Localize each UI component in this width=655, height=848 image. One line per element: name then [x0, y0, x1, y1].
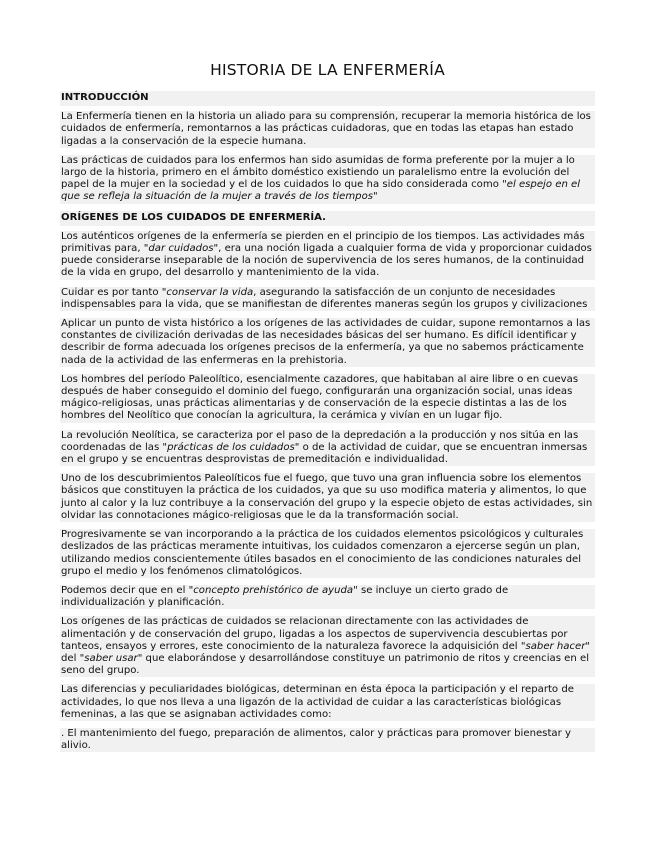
paragraph-4-text-b: , asegurando la satisfacción de un conjunto de necesidades indispensables para la vida, que se manifiestan de diferentes maneras según los grupos y civilizaciones: [61, 286, 588, 310]
paragraph-5: [60, 318, 595, 367]
paragraph-6-text: Los hombres del período Paleolítico, esencialmente cazadores, que habitaban al aire libre o en cuevas después de haber conseguido el dominio del fuego, configurarán una organización social, unas ideas mágico-religiosas, unas prácticas alimentarias y de conservación de la especie distintas a las de los hombres del Neolítico que conocían la agricultura, la cerámica y vivían en un lugar fijo.: [61, 373, 579, 422]
paragraph-2: [60, 155, 595, 204]
paragraph-1: [60, 111, 595, 148]
paragraph-3-text-b: ", era una noción ligada a cualquier forma de vida y proporcionar cuidados puede considerarse inseparable de la noción de supervivencia de los seres humanos, de la continuidad de la vida en grupo, del desarrollo y mantenimiento de la vida.: [61, 243, 592, 279]
paragraph-3: [60, 231, 595, 280]
paragraph-13-text: . El mantenimiento del fuego, preparación de alimentos, calor y prácticas para promover bienestar y alivio.: [61, 727, 571, 752]
document-title: HISTORIA DE LA ENFERMERÍA: [210, 61, 445, 79]
paragraph-8: [60, 473, 595, 522]
paragraph-6: [60, 374, 595, 423]
paragraph-11-quote-1: saber hacer: [525, 640, 586, 652]
section-heading-introduccion: INTRODUCCIÓN: [60, 91, 595, 106]
paragraph-9-text: Progresivamente se van incorporando a la práctica de los cuidados elementos psicológicos y culturales deslizados de las prácticas meramente intuitivas, los cuidados comenzaron a ejercerse según un plan, utilizando medios conscientemente útiles basados en el conocimiento de las condiciones naturales del grupo el medio y los fenómenos climatológicos.: [61, 529, 584, 577]
paragraph-12-text: Las diferencias y peculiaridades biológicas, determinan en ésta época la participación y el reparto de actividades, lo que nos lleva a una ligazón de la actividad de cuidar a las características biológicas femeninas, a las que se asignaban actividades como:: [61, 684, 574, 720]
paragraph-10: [60, 585, 595, 609]
paragraph-11: [60, 616, 595, 677]
paragraph-7-quote: prácticas de los cuidados: [167, 441, 295, 453]
paragraph-11-text-a: Los orígenes de las prácticas de cuidados se relacionan directamente con las actividades de alimentación y de conservación del grupo, ligadas a los aspectos de supervivencia descubiertas por tanteos, ensayos y errores, este conocimiento de la naturaleza favorece la adquisición del ": [61, 616, 568, 652]
paragraph-10-text-a: Podemos decir que en el ": [61, 584, 194, 596]
paragraph-10-quote: concepto prehistórico de ayuda: [193, 584, 354, 596]
paragraph-11-text-b: " que elaborándose y desarrollándose constituye un patrimonio de ritos y creencias en el seno del grupo.: [61, 652, 590, 677]
paragraph-3-text: [61, 231, 594, 280]
paragraph-3-text-a: Los auténticos orígenes de la enfermería se pierden en el principio de los tiempos. Las actividades más primitivas para, ": [61, 230, 585, 255]
paragraph-10-text-b: " se incluye un cierto grado de individualización y planificación.: [61, 584, 509, 609]
paragraph-4-text-a: Cuidar es por tanto ": [61, 286, 167, 298]
paragraph-7-text: [61, 430, 594, 467]
paragraph-7-text-a: La revolución Neolítica, se caracteriza por el paso de la depredación a la producción y nos sitúa en las coordenadas de las ": [61, 429, 579, 453]
paragraph-11-text-mid: " del ": [61, 640, 591, 664]
paragraph-7: [60, 430, 595, 467]
paragraph-2-text: [61, 155, 594, 204]
paragraph-4-quote: conservar la vida: [166, 286, 254, 298]
paragraph-13: [60, 728, 595, 752]
paragraph-9: [60, 529, 595, 578]
paragraph-4-text: [61, 287, 594, 311]
paragraph-4: [60, 287, 595, 311]
paragraph-2-quote: el espejo en el que se refleja la situación de la mujer a través de los tiempos: [61, 179, 581, 203]
paragraph-8-text: Uno de los descubrimientos Paleolíticos fue el fuego, que tuvo una gran influencia sobre los elementos básicos que constituyen la práctica de los cuidados, ya que su uso modifica materia y alimentos, lo que junto al calor y la luz contribuye a la conservación del grupo y la especie objeto de estas actividades, sin olvidar las connotaciones mágico-religiosas que le da la transformación social.: [61, 473, 593, 521]
paragraph-2-text-a: Las prácticas de cuidados para los enfermos han sido asumidas de forma preferente por la mujer a lo largo de la historia, primero en el ámbito doméstico existiendo un paralelismo entre la evolución del papel de la mujer en la sociedad y el de los cuidados lo que ha sido considerada como ": [61, 154, 575, 191]
paragraph-12: [60, 684, 595, 721]
section-heading-origenes: ORÍGENES DE LOS CUIDADOS DE ENFERMERÍA.: [60, 211, 595, 226]
paragraph-11-text: [61, 616, 594, 677]
paragraph-2-text-b: ": [373, 191, 378, 203]
paragraph-3-quote: dar cuidados: [148, 243, 214, 255]
document-body: [60, 91, 595, 759]
paragraph-5-text: Aplicar un punto de vista histórico a los orígenes de las actividades de cuidar, supone remontarnos a las constantes de civilización derivadas de las necesidades básicas del ser humano. Es difícil identificar y describir de forma adecuada los orígenes precisos de la enfermería, ya que no sabemos prácticamente nada de la actividad de las enfermeras en la prehistoria.: [61, 318, 591, 366]
paragraph-10-text: [61, 585, 594, 609]
paragraph-11-quote-2: saber usar: [84, 652, 138, 664]
paragraph-7-text-b: " o de la actividad de cuidar, que se encuentran inmersas en el grupo y se encuentras desprovistas de premeditación e individualidad.: [61, 441, 588, 466]
paragraph-1-text: La Enfermería tienen en la historia un aliado para su comprensión, recuperar la memoria histórica de los cuidados de enfermería, remontarnos a las prácticas cuidadoras, que en todas las etapas han estado ligadas a la conservación de la especie humana.: [61, 111, 591, 147]
